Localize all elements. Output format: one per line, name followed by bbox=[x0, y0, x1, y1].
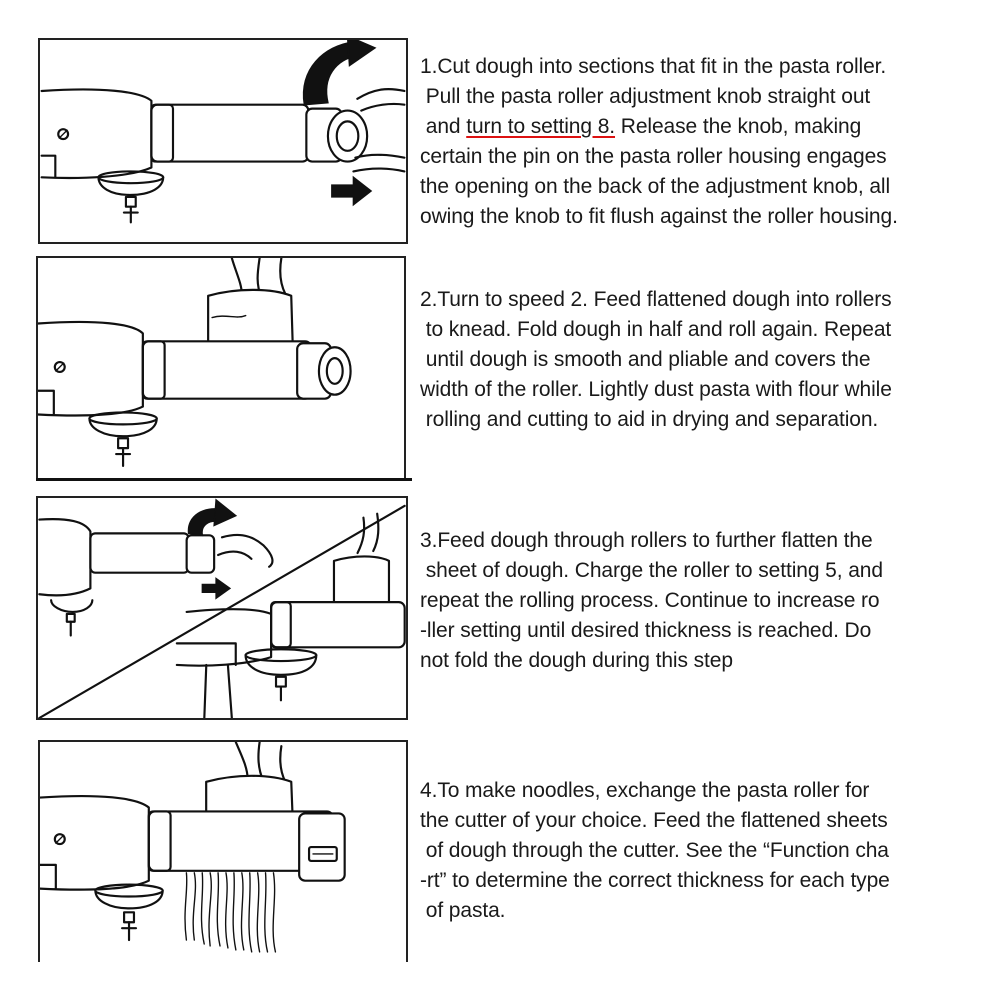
step-2-illustration bbox=[36, 256, 406, 478]
step-2-line: 2.Turn to speed 2. Feed flattened dough into rollers bbox=[420, 288, 892, 311]
step-2-line: until dough is smooth and pliable and covers the bbox=[420, 348, 871, 371]
step-1-line: certain the pin on the pasta roller housing engages bbox=[420, 145, 887, 168]
step-2-line: rolling and cutting to aid in drying and separation. bbox=[420, 408, 879, 431]
step-3-line: sheet of dough. Charge the roller to setting 5, and bbox=[420, 559, 883, 582]
step-4-line: of pasta. bbox=[420, 899, 506, 922]
step-3-line: repeat the rolling process. Continue to increase ro bbox=[420, 589, 880, 612]
step-4-illustration bbox=[38, 740, 408, 962]
step-3-text bbox=[420, 526, 883, 676]
step-1-line: owing the knob to fit flush against the roller housing. bbox=[420, 205, 898, 228]
step-3-line: 3.Feed dough through rollers to further flatten the bbox=[420, 529, 873, 552]
step-2-line: to knead. Fold dough in half and roll again. Repeat bbox=[420, 318, 892, 341]
step-1-illustration bbox=[38, 38, 408, 244]
step-3-line: -ller setting until desired thickness is reached. Do bbox=[420, 619, 872, 642]
step-4-text bbox=[420, 776, 890, 926]
step-1-line bbox=[420, 112, 898, 142]
step-2-line: width of the roller. Lightly dust pasta with flour while bbox=[420, 378, 892, 401]
feeding-dough-into-rollers-drawing bbox=[38, 258, 404, 478]
divider-line bbox=[36, 478, 412, 481]
step-2-text bbox=[420, 285, 892, 435]
step-1-line: the opening on the back of the adjustment knob, all bbox=[420, 175, 891, 198]
pasta-roller-knob-adjust-drawing bbox=[40, 40, 406, 242]
step-4-line: 4.To make noodles, exchange the pasta roller for bbox=[420, 779, 870, 802]
step-1-line-prefix: and bbox=[420, 115, 467, 138]
step-3-illustration bbox=[36, 496, 408, 720]
step-3-line: not fold the dough during this step bbox=[420, 649, 733, 672]
step-4-line: -rt” to determine the correct thickness for each type bbox=[420, 869, 890, 892]
step-1-line: Pull the pasta roller adjustment knob straight out bbox=[420, 85, 871, 108]
noodle-cutter-attachment-drawing bbox=[40, 742, 406, 962]
step-4-line: of dough through the cutter. See the “Function cha bbox=[420, 839, 889, 862]
step-1-line: 1.Cut dough into sections that fit in the pasta roller. bbox=[420, 55, 887, 78]
adjust-setting-and-feed-sheet-drawing bbox=[38, 498, 406, 718]
setting-8-highlight: turn to setting 8. bbox=[466, 115, 616, 138]
step-1-line-suffix: Release the knob, making bbox=[615, 115, 862, 138]
step-4-line: the cutter of your choice. Feed the flattened sheets bbox=[420, 809, 888, 832]
step-1-text bbox=[420, 52, 898, 232]
